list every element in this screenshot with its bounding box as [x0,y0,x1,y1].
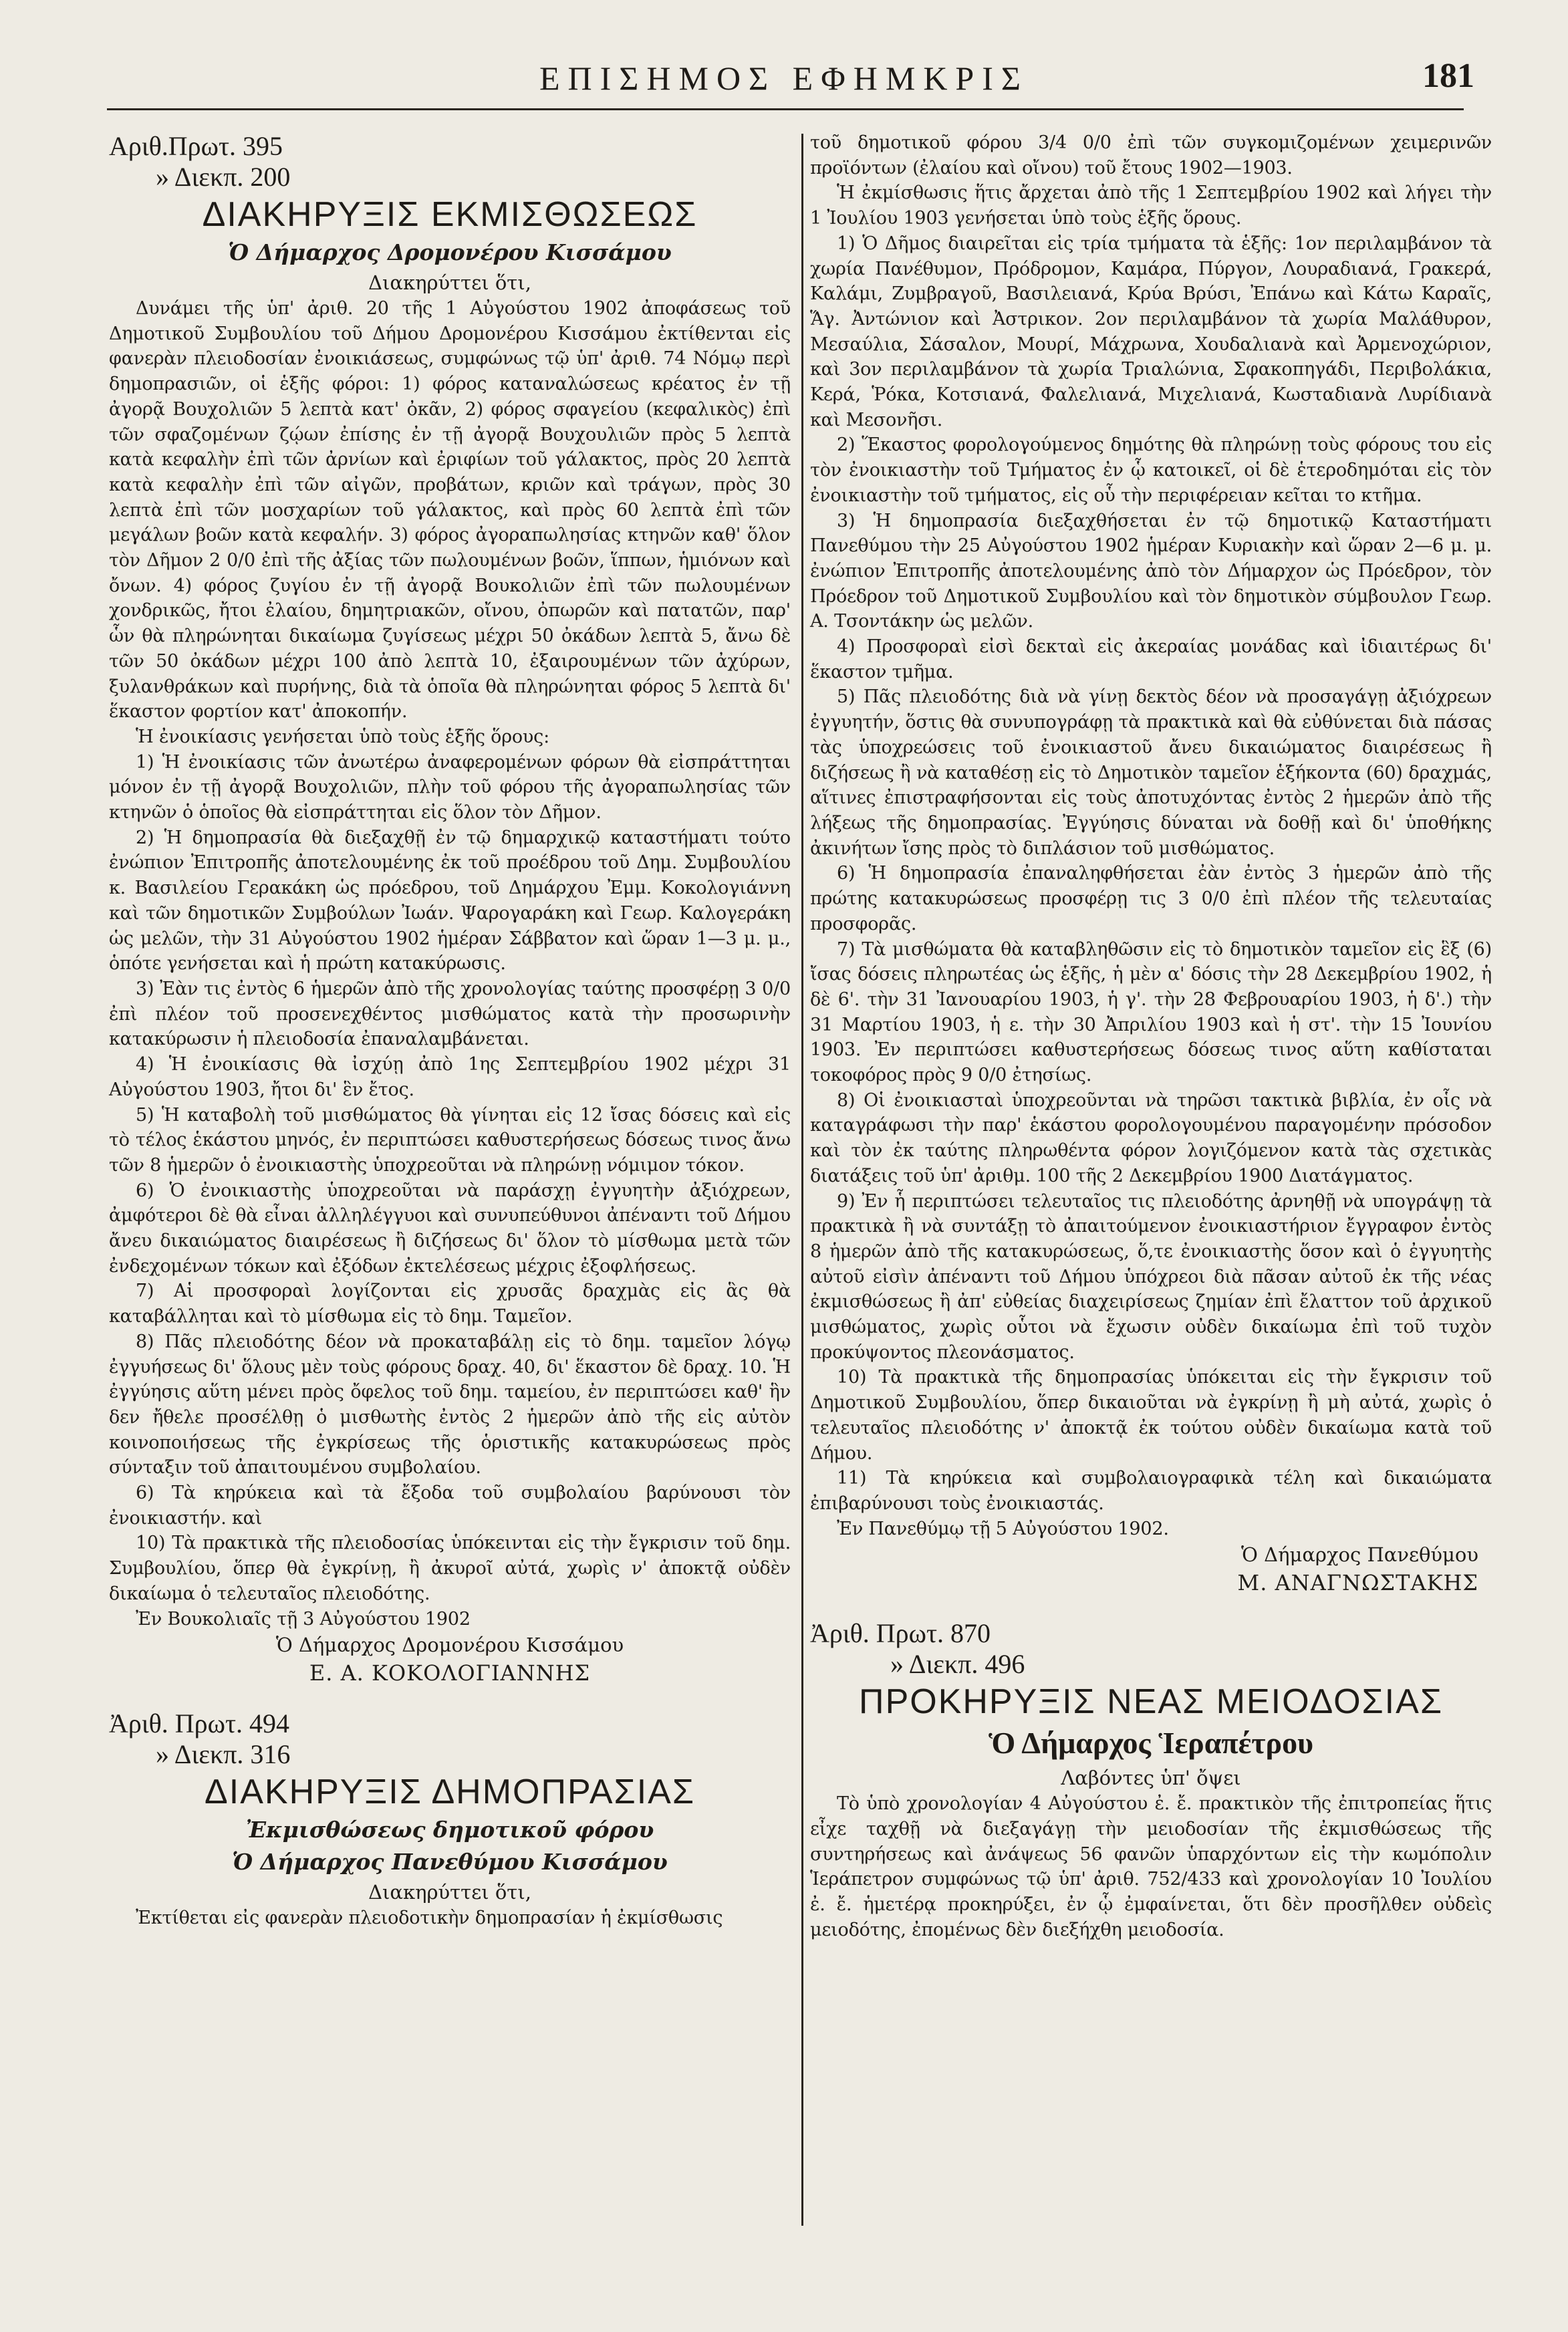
notice-term: 3) Ἐὰν τις ἐντὸς 6 ἡμερῶν ἀπὸ τῆς χρονολογίας ταύτης προσφέρῃ 3 0/0 ἐπὶ πλέον τοῦ προσενεχθέντος μισθώματος κατὰ τὴν προσωρινὴν κατακύρωσιν ἡ πλειοδοσία ἐπαναλαμβάνεται. [109,978,791,1050]
dispatch-number: » Διεκπ. 316 [156,1739,291,1770]
notice-paragraph: τοῦ δημοτικοῦ φόρου 3/4 0/0 ἐπὶ τῶν συγκομιζομένων χειμερινῶν προϊόντων (ἐλαίου καὶ οἴνου) τοῦ ἔτους 1902—1903. [810,132,1492,178]
notice-term: 2) Ἡ δημοπρασία θὰ διεξαχθῇ ἐν τῷ δημαρχικῷ καταστήματι τούτο ἐνώπιον Ἐπιτροπῆς ἀποτελουμένης ἐκ τοῦ προέδρου τοῦ Δημ. Συμβουλίου κ. Βασιλείου Γερακάκη ὡς πρόεδρου, τοῦ Δημάρχου Ἐμμ. Κοκολογιάννη καὶ τῶν δημοτικῶν Συμβούλων Ἰωάν. Ψαρογαράκη καὶ Γεωρ. Καλογεράκη ὡς μελῶν, τὴν 31 Αὐγούστου 1902 ἡμέραν Σάββατον καὶ ὥραν 1—3 μ. μ., ὁπότε γενήσεται καὶ ἡ πρώτη κατακύρωσις. [109,827,791,975]
notice-paragraph: Δυνάμει τῆς ὑπ' ἀριθ. 20 τῆς 1 Αὐγούστου 1902 ἀποφάσεως τοῦ Δημοτικοῦ Συμβουλίου τοῦ Δήμου Δρομονέρου Κισσάμου ἐκτίθενται εἰς φανερὰν πλειοδοσίαν ἐνοικιάσεως, συμφώνως τῷ ὑπ' ἀριθ. 74 Νόμῳ περὶ δημοπρασιῶν, οἱ ἑξῆς φόροι: 1) φόρος καταναλώσεως κρέατος ἐν τῇ ἀγορᾷ Βουχολιῶν 5 λεπτὰ κατ' ὀκᾶν, 2) φόρος σφαγείου (κεφαλικὸς) ἐπὶ τῶν σφαζομένων ζῴων ἐπίσης ἐν τῇ ἀγορᾷ Βουχουλιῶν πρὸς 5 λεπτὰ κατὰ κεφαλὴν ἐπὶ τῶν ἀρνίων καὶ ἐριφίων τοῦ γάλακτος, πρὸς 20 λεπτὰ κατὰ κεφαλὴν ἐπὶ τῶν αἰγῶν, προβάτων, κριῶν καὶ τράγων, πρὸς 30 λεπτὰ ἐπὶ τῶν μοσχαρίων τοῦ γάλακτος, καὶ πρὸς 60 λεπτὰ ἐπὶ τῶν μεγάλων βοῶν κατὰ κεφαλήν. 3) φόρος ἀγοραπωλησίας κτηνῶν καθ' ὅλον τὸν Δῆμον 2 0/0 ἐπὶ τῆς ἀξίας τῶν πωλουμένων βοῶν, ἵππων, ἡμιόνων καὶ ὄνων. 4) φόρος ζυγίου ἐν τῇ ἀγορᾷ Βουκολιῶν ἐπὶ τῶν πωλουμένων χονδρικῶς, ἤτοι ἐλαίου, δημητριακῶν, οἴνου, ὀπωρῶν καὶ πατατῶν, παρ' ὧν θὰ πληρώνηται δικαίωμα ζυγίσεως μέχρι 50 ὀκάδων λεπτὰ 5, ἄνω δὲ τῶν 50 ὀκάδων μέχρι 100 ἀπὸ λεπτὰ 10, ἐξαιρουμένων τῶν ἀχύρων, ξυλανθράκων καὶ πυρήνης, διὰ τὰ ὁποῖα θὰ πληρώνηται φόρος 5 λεπτὰ δι' ἕκαστον φορτίον κατ' ἀποκοπήν. [109,298,791,723]
signatory-title: Ὁ Δήμαρχος Πανεθύμου [1241,1543,1478,1567]
notice-term: 1) Ὁ Δῆμος διαιρεῖται εἰς τρία τμήματα τὰ ἑξῆς: 1ον περιλαμβάνον τὰ χωρία Πανέθυμον, Πρόδρομον, Καμάρα, Πύργον, Λουραδιανά, Γρακερά, Καλάμι, Ζυμβραγοῦ, Βασιλειανά, Κρύα Βρύσι, Ἐπάνω καὶ Κάτω Καραῖς, Ἅγ. Ἀντώνιον καὶ Ἀστρικον. 2ον περιλαμβάνον τὰ χωρία Μαλάθυρον, Μεσαύλια, Σάσαλον, Μουρί, Μάχρωνα, Χουδαλιανὰ καὶ Ἀρμενοχώριον, καὶ 3ον περιλαμβάνον τὰ χωρία Τριαλώνια, Σφακοπηγάδι, Περιβολάκια, Κερά, Ῥόκα, Κοτσιανά, Φαλελιανά, Μιχελιανά, Κωσταδιανὰ Λυρίδιανὰ καὶ Μεσονῆσι. [810,233,1492,430]
notice-term: 4) Προσφοραὶ εἰσὶ δεκταὶ εἰς ἀκεραίας μονάδας καὶ ἰδιαιτέρως δι' ἕκαστον τμῆμα. [810,636,1492,682]
notice-paragraph: Τὸ ὑπὸ χρονολογίαν 4 Αὐγούστου ἐ. ἔ. πρακτικὸν τῆς ἐπιτροπείας ἥτις εἶχε ταχθῇ νὰ διεξαγάγῃ τὴν μειοδοσίαν τῆς ἐκμισθώσεως τῆς συντηρήσεως καὶ ἀνάψεως 56 φανῶν ὑπαρχόντων εἰς τὴν κωμόπολιν Ἱεράπετρον συμφώνως τῷ ὑπ' ἀριθ. 752/433 καὶ χρονολογίαν 10 Ἰουλίου ἐ. ἔ. ἡμετέρᾳ προκηρύξει, ἐν ᾧ ἐμφαίνεται, ὅτι δὲν προσῆλθεν οὐδεὶς μειοδότης, ἐπομένως δὲν διεξήχθη μειοδοσία. [810,1793,1492,1940]
notice-term: 6) Τὰ κηρύκεια καὶ τὰ ἔξοδα τοῦ συμβολαίου βαρύνουσι τὸν ἐνοικιαστήν. καὶ [109,1482,791,1529]
notice-term: 8) Οἱ ἐνοικιασταὶ ὑποχρεοῦνται νὰ τηρῶσι τακτικὰ βιβλία, ἐν οἷς νὰ καταγράφωσι τὴν παρ' ἑκάστου φορολογουμένου παραγομένην πρόσοδον καὶ τὸν ἐκ ταύτης πληρωθέντα φόρον λογιζόμενον κατὰ τὰς σχετικὰς διατάξεις τοῦ ὑπ' ἀριθμ. 100 τῆς 2 Δεκεμβρίου 1900 Διατάγματος. [810,1089,1492,1186]
notice-title: ΔΙΑΚΗΡΥΞΙΣ ΕΚΜΙΣΘΩΣΕΩΣ [202,195,698,234]
column-divider [801,134,803,2226]
notice-term: 7) Αἱ προσφοραὶ λογίζονται εἰς χρυσᾶς δραχμὰς εἰς ἃς θὰ καταβάλληται καὶ τὸ μίσθωμα εἰς τὸ δημ. Ταμεῖον. [109,1281,791,1327]
notice-term: 8) Πᾶς πλειοδότης δέον νὰ προκαταβάλῃ εἰς τὸ δημ. ταμεῖον λόγῳ ἐγγυήσεως δι' ὅλους μὲν τοὺς φόρους δραχ. 40, δι' ἕκαστον δὲ δραχ. 10. Ἡ ἐγγύησις αὕτη μένει πρὸς ὄφελος τοῦ δημ. ταμείου, ἐν περιπτώσει καθ' ἣν δεν ἤθελε προσέλθῃ ὁ μισθωτὴς ἐντὸς 2 ἡμερῶν ἀπὸ τῆς εἰς αὐτὸν κοινοποιήσεως τῆς ἐγκρίσεως τῆς ὁριστικῆς κατακυρώσεως πρὸς σύνταξιν τοῦ ἀπαιτουμένου συμβολαίου. [109,1331,791,1478]
notice-term: 6) Ὁ ἐνοικιαστὴς ὑποχρεοῦται νὰ παράσχῃ ἐγγυητὴν ἀξιόχρεων, ἀμφότεροι δὲ θὰ εἶναι ἀλληλέγγυοι καὶ συνυπεύθυνοι ἀπέναντι τοῦ Δήμου ἄνευ δικαιώματος διαιρέσεως ἢ διζήσεως δι' ὅλον τὸ μίσθωμα μετὰ τῶν ἐνδεχομένων τόκων καὶ ἐξόδων ἐκτελέσεως μέχρις ἐξοφλήσεως. [109,1180,791,1277]
protocol-number: Ἀριθ. Πρωτ. 870 [810,1618,991,1649]
notice-paragraph: Ἡ ἐκμίσθωσις ἥτις ἄρχεται ἀπὸ τῆς 1 Σεπτεμβρίου 1902 καὶ λήγει τὴν 1 Ἰουλίου 1903 γενήσεται ὑπὸ τοὺς ἑξῆς ὅρους. [810,182,1492,229]
notice-term: 10) Τὰ πρακτικὰ τῆς δημοπρασίας ὑπόκειται εἰς τὴν ἔγκρισιν τοῦ Δημοτικοῦ Συμβουλίου, ὅπερ δικαιοῦται νὰ ἐγκρίνῃ ἢ μὴ αὐτά, χωρὶς ὁ τελευταῖος πλειοδότης ν' ἀποκτᾷ ἐκ τούτου οὐδὲν δικαίωμα κατὰ τοῦ Δήμου. [810,1367,1492,1464]
notice-term: 7) Τὰ μισθώματα θὰ καταβληθῶσιν εἰς τὸ δημοτικὸν ταμεῖον εἰς ἓξ (6) ἴσας δόσεις πληρωτέας ὡς ἑξῆς, ἡ μὲν α' δόσις τὴν 28 Δεκεμβρίου 1902, ἡ δὲ 6'. τὴν 31 Ἰανουαρίου 1903, ἡ γ'. τὴν 28 Φεβρουαρίου 1903, ἡ δ'.) τὴν 31 Μαρτίου 1903, ἡ ε. τὴν 30 Ἀπριλίου 1903 καὶ ἡ στ'. τὴν 15 Ἰουνίου 1903. Ἐν περιπτώσει καθυστερήσεως δόσεως τινος αὕτη καθίσταται τοκοφόρος πρὸς 9 0/0 ἐτησίως. [810,938,1492,1086]
notice-term: 1) Ἡ ἐνοικίασις τῶν ἀνωτέρω ἀναφερομένων φόρων θὰ εἰσπράττηται μόνον ἐν τῇ ἀγορᾷ Βουχολιῶν, πλὴν τοῦ φόρου τῆς ἀγοραπωλησίας τῶν κτηνῶν ὁ ὁποῖος θὰ εἰσπράττηται εἰς ὅλον τὸν Δῆμον. [109,751,791,823]
notice-date: Ἐν Πανεθύμῳ τῇ 5 Αὐγούστου 1902. [837,1518,1169,1539]
protocol-number: Αριθ.Πρωτ. 395 [109,131,283,161]
page-header-title: ΕΠΙΣΗΜΟΣ ΕΦΗΜΚΡΙΣ [539,59,1029,97]
signatory-name: Ε. Α. ΚΟΚΟΛΟΓΙΑΝΝΗΣ [309,1660,591,1686]
left-column [109,130,791,1931]
signatory-name: Μ. ΑΝΑΓΝΩΣΤΑΚΗΣ [1237,1570,1478,1596]
notice-term: 3) Ἡ δημοπρασία διεξαχθήσεται ἐν τῷ δημοτικῷ Καταστήματι Πανεθύμου τὴν 25 Αὐγούστου 1902 ἡμέραν Κυριακὴν καὶ ὥραν 2—6 μ. μ. ἐνώπιον Ἐπιτροπῆς ἀποτελουμένης ἀπὸ τὸν Δήμαρχον ὡς Πρόεδρον, τὸν Πρόεδρον τοῦ Δημοτικοῦ Συμβουλίου καὶ τὸν δημοτικὸν σύμβουλον Γεωρ. Α. Τσοντάκην ὡς μελῶν. [810,510,1492,632]
notice-issuer: Ὁ Δήμαρχος Ἱεραπέτρου [989,1726,1313,1761]
page-number: 181 [1422,57,1474,95]
notice-term: 11) Τὰ κηρύκεια καὶ συμβολαιογραφικὰ τέλη καὶ δικαιώματα ἐπιβαρύνουσι τοὺς ἐνοικιαστάς. [810,1468,1492,1514]
protocol-number: Ἀριθ. Πρωτ. 494 [109,1708,290,1739]
header-rule [107,108,1464,110]
notice-term: 2) Ἕκαστος φορολογούμενος δημότης θὰ πληρώνῃ τοὺς φόρους του εἰς τὸν ἐνοικιαστὴν τοῦ Τμήματος ἐν ᾧ κατοικεῖ, οἱ δὲ ἑτεροδημόται εἰς τὸν ἐνοικιαστὴν τοῦ τμήματος, εἰς οὗ τὴν περιφέρειαν κεῖται το κτῆμα. [810,434,1492,506]
notice-term: 6) Ἡ δημοπρασία ἐπαναληφθήσεται ἐὰν ἐντὸς 3 ἡμερῶν ἀπὸ τῆς πρώτης κατακυρώσεως προσφέρῃ τις 3 0/0 ἐπὶ πλέον τῆς τελευταίας προσφορᾶς. [810,863,1492,934]
notice-issuer: Ὁ Δήμαρχος Δρομονέρου Κισσάμου [228,239,672,265]
notice-title: ΠΡΟΚΗΡΥΞΙΣ ΝΕΑΣ ΜΕΙΟΔΟΣΙΑΣ [859,1682,1443,1722]
notice-term: 4) Ἡ ἐνοικίασις θὰ ἰσχύῃ ἀπὸ 1ης Σεπτεμβρίου 1902 μέχρι 31 Αὐγούστου 1903, ἤτοι δι' ἓν ἔτος. [109,1054,791,1100]
notice-title: ΔΙΑΚΗΡΥΞΙΣ ΔΗΜΟΠΡΑΣΙΑΣ [205,1773,695,1812]
dispatch-number: » Διεκπ. 496 [890,1649,1025,1680]
notice-term: 5) Ἡ καταβολὴ τοῦ μισθώματος θὰ γίνηται εἰς 12 ἴσας δόσεις καὶ εἰς τὸ τέλος ἑκάστου μηνός, ἐν περιπτώσει καθυστερήσεως δόσεως τινος ἄνω τῶν 8 ἡμερῶν ὁ ἐνοικιαστὴς ὑποχρεοῦται νὰ πληρώνῃ νόμιμον τόκον. [109,1104,791,1176]
notice-considering: Λαβόντες ὑπ' ὄψει [1061,1767,1241,1790]
notice-paragraph: Ἐκτίθεται εἰς φανερὰν πλειοδοτικὴν δημοπρασίαν ἡ ἐκμίσθωσις [136,1908,723,1929]
notice-declares: Διακηρύττει ὅτι, [368,1881,531,1904]
notice-paragraph: Ἡ ἐνοικίασις γενήσεται ὑπὸ τοὺς ἑξῆς ὅρους: [136,726,549,747]
signatory-title: Ὁ Δήμαρχος Δρομονέρου Κισσάμου [275,1634,624,1657]
notice-issuer: Ὁ Δήμαρχος Πανεθύμου Κισσάμου [232,1849,668,1875]
notice-subtitle: Ἐκμισθώσεως δημοτικοῦ φόρου [245,1817,654,1843]
notice-declares: Διακηρύττει ὅτι, [368,271,531,294]
right-column [810,130,1492,1943]
notice-term: 9) Ἐν ἧ περιπτώσει τελευταῖος τις πλειοδότης ἀρνηθῇ νὰ υπογράψῃ τὰ πρακτικὰ ἢ νὰ συντάξῃ τὸ ἀπαιτούμενον ἐνοικιαστήριον ἔγγραφον ἐντὸς 8 ἡμερῶν ἀπὸ τῆς κατακυρώσεως, ὅ,τε ἐνοικιαστὴς ὅσον καὶ ὁ ἐγγυητὴς αὐτοῦ εἰσὶν ἀπέναντι τοῦ Δήμου ὑπόχρεοι διὰ πᾶσαν αὐτοῦ ἐκ τῆς νέας ἐκμισθώσεως ἢ ἀπ' εὐθείας διαχειρίσεως ζημίαν ἐπὶ ἔλαττον τοῦ ἀρχικοῦ μισθώματος, χωρὶς οὗτοι νὰ ἔχωσιν οὐδὲν δικαίωμα ἐπὶ τοῦ τυχὸν προκύψοντος πλεονάσματος. [810,1190,1492,1363]
dispatch-number: » Διεκπ. 200 [156,162,291,192]
notice-date: Ἐν Βουκολιαῖς τῇ 3 Αὐγούστου 1902 [136,1608,471,1630]
notice-term: 10) Τὰ πρακτικὰ τῆς πλειοδοσίας ὑπόκεινται εἰς τὴν ἔγκρισιν τοῦ δημ. Συμβουλίου, ὅπερ θὰ ἐγκρίνῃ, ἢ ἀκυροῖ αὐτά, χωρὶς ν' ἀποκτᾷ οὐδὲν δικαίωμα ὁ τελευταῖος πλειοδότης. [109,1533,791,1604]
notice-term: 5) Πᾶς πλειοδότης διὰ νὰ γίνῃ δεκτὸς δέον νὰ προσαγάγῃ ἀξιόχρεων ἐγγυητήν, ὅστις θὰ συνυπογράφῃ τὰ πρακτικὰ καὶ θὰ εὐθύνεται διὰ πάσας τὰς ὑποχρεώσεις τοῦ ἐνοικιαστοῦ ἄνευ δικαιώματος διαιρέσεως ἢ διζήσεως ἢ νὰ καταθέσῃ εἰς τὸ Δημοτικὸν ταμεῖον ἑξήκοντα (60) δραχμάς, αἵτινες ἐπιστραφήσονται εἰς τοὺς ἀποτυχόντας ἐντὸς 2 ἡμερῶν ἀπὸ τῆς λήξεως τῆς δημοπρασίας. Ἐγγύησις δύναται νὰ δοθῇ καὶ δι' ὑποθήκης ἀκινήτων ἴσης πρὸς τὸ διπλάσιον τοῦ μισθώματος. [810,686,1492,859]
